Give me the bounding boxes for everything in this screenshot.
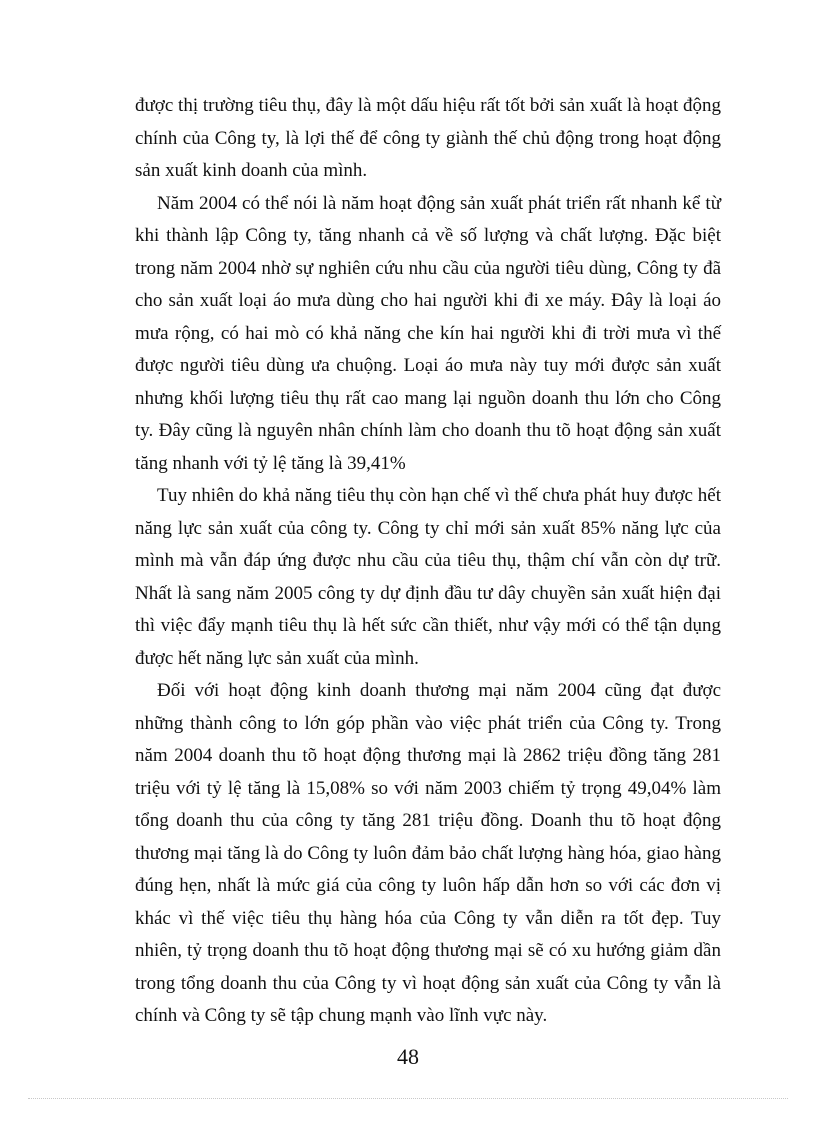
paragraph-3: Tuy nhiên do khả năng tiêu thụ còn hạn chế vì thế chưa phát huy được hết năng lực sản xuất của công ty. Công ty chỉ mới sản xuất 85% năng lực của mình mà vẫn đáp ứng được nhu cầu của tiêu thụ, thậm chí vẫn còn dự trữ. Nhất là sang năm 2005 công ty dự định đầu tư dây chuyền sản xuất hiện đại thì việc đẩy mạnh tiêu thụ là hết sức cần thiết, như vậy mới có thể tận dụng được hết năng lực sản xuất của mình. (135, 485, 721, 669)
paragraph-1: được thị trường tiêu thụ, đây là một dấu hiệu rất tốt bởi sản xuất là hoạt động chính của Công ty, là lợi thế để công ty giành thế chủ động trong hoạt động sản xuất kinh doanh của mình. (135, 95, 721, 181)
footer-divider (28, 1098, 788, 1099)
page-number: 48 (397, 1044, 419, 1069)
paragraph-4: Đối với hoạt động kinh doanh thương mại năm 2004 cũng đạt được những thành công to lớn góp phần vào việc phát triển của Công ty. Trong năm 2004 doanh thu tõ hoạt động thương mại là 2862 triệu đồng tăng 281 triệu với tỷ lệ tăng là 15,08% so với năm 2003 chiếm tỷ trọng 49,04% làm tổng doanh thu của công ty tăng 281 triệu đồng. Doanh thu tõ hoạt động thương mại tăng là do Công ty luôn đảm bảo chất lượng hàng hóa, giao hàng đúng hẹn, nhất là mức giá của công ty luôn hấp dẫn hơn so với các đơn vị khác vì thế việc tiêu thụ hàng hóa của Công ty vẫn diễn ra tốt đẹp. Tuy nhiên, tỷ trọng doanh thu tõ hoạt động thương mại sẽ có xu hướng giảm dần trong tổng doanh thu của Công ty vì hoạt động sản xuất của Công ty vẫn là chính và Công ty sẽ tập chung mạnh vào lĩnh vực này. (135, 680, 721, 1026)
paragraph-2: Năm 2004 có thể nói là năm hoạt động sản xuất phát triển rất nhanh kể từ khi thành lập Công ty, tăng nhanh cả về số lượng và chất lượng. Đặc biệt trong năm 2004 nhờ sự nghiên cứu nhu cầu của người tiêu dùng, Công ty đã cho sản xuất loại áo mưa dùng cho hai người khi đi xe máy. Đây là loại áo mưa rộng, có hai mò có khả năng che kín hai người khi đi trời mưa vì thế được người tiêu dùng ưa chuộng. Loại áo mưa này tuy mới được sản xuất nhưng khối lượng tiêu thụ rất cao mang lại nguồn doanh thu lớn cho Công ty. Đây cũng là nguyên nhân chính làm cho doanh thu tõ hoạt động sản xuất tăng nhanh với tỷ lệ tăng là 39,41% (135, 192, 721, 474)
body-text (135, 90, 721, 1033)
